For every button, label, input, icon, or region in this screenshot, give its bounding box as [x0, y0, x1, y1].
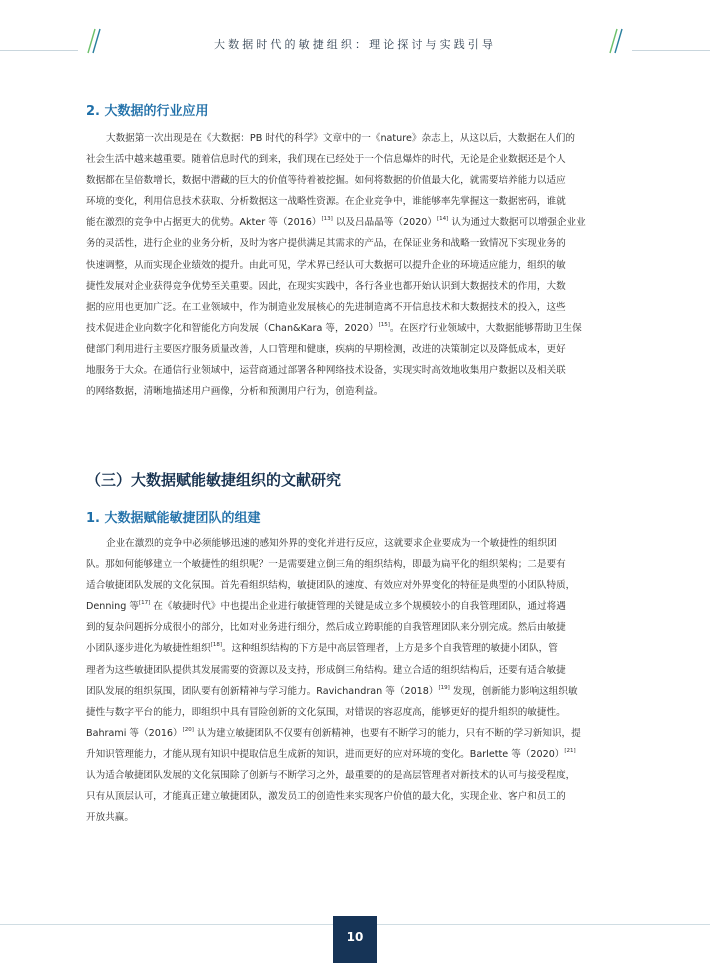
slash-ornament-right-icon — [606, 28, 626, 54]
chapter-heading-literature-review: （三）大数据赋能敏捷组织的文献研究 — [86, 471, 342, 489]
citation-ref: [14] — [437, 216, 449, 223]
line-text: 。这种组织结构的下方是中高层管理者，上方是多个自我管理的敏捷小团队，管 — [222, 643, 558, 655]
citation-ref: [21] — [564, 747, 576, 754]
paragraph-line: 健部门利用进行主要医疗服务质量改善，人口管理和健康，疾病的早期检测，改进的决策制定以及降低成本，更好 — [86, 343, 566, 355]
citation-ref: [19] — [438, 684, 450, 691]
line-text: 认为建立敏捷团队不仅要有创新精神，也要有不断学习的能力，只有不断的学习新知识，提 — [193, 727, 581, 739]
paragraph-line: 地服务于大众。在通信行业领域中，运营商通过部署各种网络技术设备，实现实时高效地收集用户数据以及相关联 — [86, 365, 566, 377]
paragraph-line: 社会生活中越来越重要。随着信息时代的到来，我们现在已经处于一个信息爆炸的时代，无论是企业数据还是个人 — [86, 154, 566, 166]
paragraph-line: 认为适合敏捷团队发展的文化氛围除了创新与不断学习之外，最重要的的是高层管理者对新技术的认可与接受程度， — [86, 770, 576, 782]
header-rule-right — [632, 50, 710, 51]
citation-ref: [15] — [378, 321, 390, 328]
paragraph-industry-application — [86, 128, 628, 402]
paragraph-line: 到的复杂问题拆分成很小的部分，比如对业务进行细分，然后成立跨职能的自我管理团队来分别完成。然后由敏捷 — [86, 622, 566, 634]
paragraph-line — [86, 744, 628, 765]
paragraph-line — [86, 681, 628, 702]
line-text: 发现，创新能力影响这组织敏 — [449, 685, 578, 697]
paragraph-line — [86, 596, 628, 617]
slash-ornament-left-icon — [84, 28, 104, 54]
paragraph-line: 据的应用也更加广泛。在工业领域中，作为制造业发展核心的先进制造离不开信息技术和大数据技术的投入，这些 — [86, 301, 566, 313]
line-text: 小团队逐步进化为敏捷性组织 — [86, 643, 211, 655]
line-text: 升知识管理能力，才能从现有知识中提取信息生成新的知识，进而更好的应对环境的变化。Barlette 等（2020） — [86, 748, 565, 760]
paragraph-line: 捷性发展对企业获得竞争优势至关重要。因此，在现实实践中，各行各业也都开始认识到大数据技术的作用，大数 — [86, 280, 566, 292]
citation-ref: [20] — [182, 726, 194, 733]
line-text: 技术促进企业向数字化和智能化方向发展（Chan&Kara 等，2020） — [86, 322, 379, 334]
paragraph-line: 数据都在呈倍数增长，数据中潜藏的巨大的价值等待着被挖掘。如何将数据的价值最大化，就需要培养能力以适应 — [86, 175, 566, 187]
paragraph-line: 只有从顶层认可，才能真正建立敏捷团队，激发员工的创造性来实现客户价值的最大化，实现企业、客户和员工的 — [86, 791, 566, 803]
paragraph-line: 快速调整，从而实现企业绩效的提升。由此可见，学术界已经认可大数据可以提升企业的环境适应能力，组织的敏 — [86, 259, 566, 271]
header-rule-left — [0, 50, 78, 51]
section-heading-industry-application: 2. 大数据的行业应用 — [86, 104, 209, 119]
page-header — [0, 28, 710, 58]
paragraph-line: 队。那如何能够建立一个敏捷性的组织呢？一是需要建立倒三角的组织结构，即最为扁平化的组织架构；二是要有 — [86, 559, 566, 571]
paragraph-line: 捷性与数字平台的能力，即组织中具有冒险创新的文化氛围，对错误的容忍度高，能够更好的提升组织的敏捷性。 — [86, 706, 566, 718]
line-text: Denning 等 — [86, 601, 139, 613]
paragraph-line: 适合敏捷团队发展的文化氛围。首先看组织结构，敏捷团队的速度、有效应对外界变化的特征是典型的小团队特质， — [86, 580, 576, 592]
line-text: 在《敏捷时代》中也提出企业进行敏捷管理的关键是成立多个规模较小的自我管理团队，通过将遇 — [150, 601, 566, 613]
paragraph-line — [86, 723, 628, 744]
page-number: 10 — [333, 916, 377, 963]
line-text: 认为通过大数据可以增强企业业 — [448, 217, 586, 229]
paragraph-agile-team — [86, 533, 628, 828]
line-text: 能在激烈的竞争中占据更大的优势。Akter 等（2016） — [86, 217, 322, 229]
paragraph-line: 环境的变化，利用信息技术获取、分析数据这一战略性资源。在企业竞争中，谁能够率先掌握这一数据密码，谁就 — [86, 196, 566, 208]
paragraph-line: 务的灵活性，进行企业的业务分析，及时为客户提供满足其需求的产品，在保证业务和战略一致情况下实现业务的 — [86, 238, 566, 250]
paragraph-line — [86, 318, 628, 339]
citation-ref: [18] — [210, 642, 223, 649]
citation-ref: [17] — [138, 600, 151, 607]
line-text: Bahrami 等（2016） — [86, 727, 183, 739]
paragraph-line: 大数据第一次出现是在《大数据：PB 时代的科学》文章中的一《nature》杂志上，从这以后，大数据在人们的 — [106, 133, 575, 144]
section-heading-agile-team: 1. 大数据赋能敏捷团队的组建 — [86, 511, 261, 526]
running-header-title: 大数据时代的敏捷组织：理论探讨与实践引导 — [214, 38, 496, 51]
paragraph-line — [86, 212, 628, 233]
paragraph-line: 开放共赢。 — [86, 812, 134, 824]
paragraph-line: 的网络数据，清晰地描述用户画像，分析和预测用户行为，创造利益。 — [86, 386, 384, 398]
line-text: 。在医疗行业领域中，大数据能够帮助卫生保 — [389, 322, 582, 334]
line-text: 团队发展的组织氛围，团队要有创新精神与学习能力。Ravichandran 等（2018） — [86, 685, 439, 697]
line-text: 以及吕晶晶等（2020） — [332, 217, 437, 229]
paragraph-line: 企业在激烈的竞争中必须能够迅速的感知外界的变化并进行反应，这就要求企业要成为一个敏捷性的组织团 — [106, 538, 557, 549]
paragraph-line — [86, 638, 628, 659]
citation-ref: [13] — [321, 216, 333, 223]
paragraph-line: 理者为这些敏捷团队提供其发展需要的资源以及支持，形成倒三角结构。建立合适的组织结构后，还要有适合敏捷 — [86, 664, 566, 676]
